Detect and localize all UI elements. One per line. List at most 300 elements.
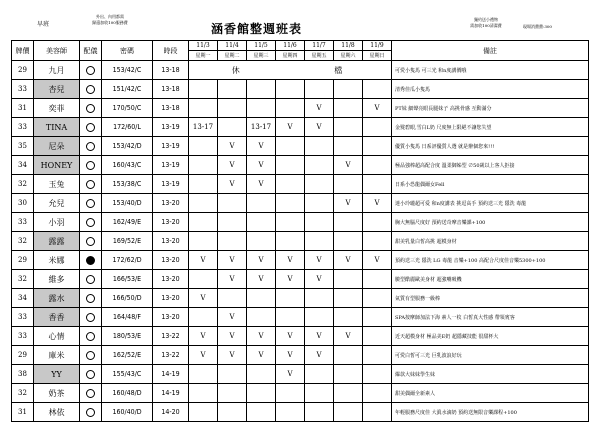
filled-circle-icon xyxy=(86,256,95,265)
time-cell: 13-20 xyxy=(153,308,189,327)
table-row xyxy=(12,194,589,213)
note-cell: 預約送三光 隱洗 LG 毒龍 音樂+100 高配合尺度佳音樂5300+100 xyxy=(392,251,589,270)
day-cell xyxy=(305,156,334,175)
header-row-dates xyxy=(12,41,589,51)
note-cell: 日系小恐龍偶爾女Fell xyxy=(392,175,589,194)
date-header: 11/9 xyxy=(363,41,392,51)
day-cell xyxy=(334,270,363,289)
badge-cell xyxy=(80,118,102,137)
day-cell: V xyxy=(363,99,392,118)
day-cell xyxy=(276,308,305,327)
day-cell xyxy=(305,384,334,403)
day-cell xyxy=(276,403,305,422)
day-cell xyxy=(305,175,334,194)
day-cell xyxy=(334,289,363,308)
left-note-line-2: 歸還加收100服務費 xyxy=(92,20,128,25)
day-cell xyxy=(334,118,363,137)
day-cell xyxy=(305,80,334,99)
day-cell xyxy=(363,175,392,194)
badge-cell xyxy=(80,403,102,422)
note-cell: 極品強棒超高配合度 溫柔御姊型 ∅50歲以上客人拒接 xyxy=(392,156,589,175)
price-cell: 35 xyxy=(12,137,34,156)
day-cell xyxy=(218,80,247,99)
badge-cell xyxy=(80,327,102,346)
day-cell xyxy=(334,137,363,156)
day-cell xyxy=(363,156,392,175)
day-cell: V xyxy=(334,251,363,270)
day-cell xyxy=(334,403,363,422)
note-cell: SPA按摩師加法下海 素人一枚 白皙真大性感 帶領賓客 xyxy=(392,308,589,327)
schedule-sheet xyxy=(11,6,588,422)
day-cell xyxy=(189,308,218,327)
name-cell: YY xyxy=(34,365,80,384)
day-cell: V xyxy=(305,346,334,365)
price-cell: 31 xyxy=(12,403,34,422)
day-cell: V xyxy=(363,194,392,213)
day-cell: V xyxy=(305,270,334,289)
name-cell: 杏兒 xyxy=(34,80,80,99)
badge-cell xyxy=(80,232,102,251)
name-cell: 米娜 xyxy=(34,251,80,270)
time-cell: 13-19 xyxy=(153,175,189,194)
day-cell xyxy=(334,213,363,232)
badge-cell xyxy=(80,61,102,80)
day-cell xyxy=(218,365,247,384)
day-cell: V xyxy=(276,118,305,137)
time-cell: 14-19 xyxy=(153,365,189,384)
code-cell: 170/50/C xyxy=(102,99,153,118)
day-cell xyxy=(276,194,305,213)
schedule-body xyxy=(12,61,589,422)
badge-cell xyxy=(80,80,102,99)
day-cell: V xyxy=(218,308,247,327)
day-cell xyxy=(247,194,276,213)
page-title: 涵香館整週班表 xyxy=(211,22,303,36)
circle-icon xyxy=(86,313,95,322)
day-cell: V xyxy=(218,251,247,270)
badge-cell xyxy=(80,99,102,118)
weekday-header: 星期五 xyxy=(305,51,334,61)
day-cell: V xyxy=(305,99,334,118)
day-cell xyxy=(247,403,276,422)
day-cell xyxy=(247,384,276,403)
price-cell: 33 xyxy=(12,327,34,346)
day-cell xyxy=(276,175,305,194)
badge-cell xyxy=(80,289,102,308)
day-cell xyxy=(305,365,334,384)
badge-cell xyxy=(80,213,102,232)
day-cell xyxy=(247,308,276,327)
table-row xyxy=(12,327,589,346)
code-cell: 169/52/E xyxy=(102,232,153,251)
time-cell: 13-22 xyxy=(153,327,189,346)
day-cell xyxy=(363,137,392,156)
note-cell: 金髮碧眼,雪白L奶 尺度無上限絕不讓您失望 xyxy=(392,118,589,137)
day-cell xyxy=(363,289,392,308)
name-cell: 小羽 xyxy=(34,213,80,232)
code-cell: 153/40/D xyxy=(102,194,153,213)
table-row xyxy=(12,80,589,99)
code-cell: 155/43/C xyxy=(102,365,153,384)
circle-icon xyxy=(86,104,95,113)
day-cell: V xyxy=(218,156,247,175)
name-cell: 林依 xyxy=(34,403,80,422)
day-cell xyxy=(189,156,218,175)
time-cell: 13-20 xyxy=(153,289,189,308)
price-cell: 33 xyxy=(12,213,34,232)
day-cell xyxy=(276,137,305,156)
day-cell xyxy=(305,213,334,232)
day-cell xyxy=(218,213,247,232)
time-cell: 13-18 xyxy=(153,80,189,99)
day-cell xyxy=(276,156,305,175)
right-note-line-2: 需加收100清潔費 xyxy=(470,23,502,28)
time-cell: 13-18 xyxy=(153,61,189,80)
table-row xyxy=(12,270,589,289)
day-cell xyxy=(247,213,276,232)
badge-cell xyxy=(80,308,102,327)
note-cell: 爆款大妹妹學生妹 xyxy=(392,365,589,384)
day-cell xyxy=(334,384,363,403)
price-cell: 34 xyxy=(12,156,34,175)
day-cell xyxy=(247,99,276,118)
code-cell: 172/62/D xyxy=(102,251,153,270)
day-cell xyxy=(363,80,392,99)
circle-icon xyxy=(86,275,95,284)
note-cell: 甜美偶爾全新素人 xyxy=(392,384,589,403)
name-cell: 維多 xyxy=(34,270,80,289)
table-row xyxy=(12,99,589,118)
table-row xyxy=(12,61,589,80)
day-cell xyxy=(189,232,218,251)
day-cell: V xyxy=(218,137,247,156)
name-cell: 玉兔 xyxy=(34,175,80,194)
day-cell xyxy=(334,346,363,365)
day-cell xyxy=(189,80,218,99)
price-cell: 34 xyxy=(12,289,34,308)
weekday-header: 星期四 xyxy=(276,51,305,61)
code-cell: 160/40/D xyxy=(102,403,153,422)
price-cell: 38 xyxy=(12,365,34,384)
day-cell xyxy=(305,403,334,422)
badge-cell xyxy=(80,137,102,156)
day-cell xyxy=(334,308,363,327)
price-cell: 33 xyxy=(12,308,34,327)
day-cell: V xyxy=(305,118,334,137)
day-cell: V xyxy=(247,327,276,346)
price-cell: 30 xyxy=(12,194,34,213)
date-header: 11/5 xyxy=(247,41,276,51)
price-cell: 33 xyxy=(12,118,34,137)
circle-icon xyxy=(86,199,95,208)
badge-cell xyxy=(80,156,102,175)
day-cell xyxy=(363,403,392,422)
day-cell xyxy=(305,289,334,308)
price-cell: 32 xyxy=(12,232,34,251)
note-cell: 清秀佳瓜小隻馬 xyxy=(392,80,589,99)
table-row xyxy=(12,137,589,156)
day-cell xyxy=(218,194,247,213)
price-cell: 29 xyxy=(12,61,34,80)
day-cell: V xyxy=(276,365,305,384)
note-cell: 近天超模身材 極品美E奶 超隱藏技能 很甜杯大 xyxy=(392,327,589,346)
day-cell: V xyxy=(189,327,218,346)
day-cell xyxy=(363,346,392,365)
name-cell: 奕菲 xyxy=(34,99,80,118)
circle-icon xyxy=(86,123,95,132)
circle-icon xyxy=(86,237,95,246)
circle-icon xyxy=(86,218,95,227)
day-cell xyxy=(189,137,218,156)
day-cell xyxy=(363,270,392,289)
note-cell: 年輕服務尺度佳 大眞水滴奶 預約送無限音樂課程+100 xyxy=(392,403,589,422)
note-cell: 胸大無腦尺度好 預約送奇摩音樂課+100 xyxy=(392,213,589,232)
table-row xyxy=(12,403,589,422)
col-price-header: 牌價 xyxy=(12,41,34,61)
code-cell: 160/43/C xyxy=(102,156,153,175)
day-cell xyxy=(189,365,218,384)
day-cell: V xyxy=(334,194,363,213)
day-cell xyxy=(363,308,392,327)
badge-cell xyxy=(80,251,102,270)
schedule-table xyxy=(11,40,589,422)
price-cell: 32 xyxy=(12,175,34,194)
day-cell xyxy=(247,232,276,251)
day-cell xyxy=(305,137,334,156)
day-cell: V xyxy=(363,251,392,270)
time-cell: 13-19 xyxy=(153,137,189,156)
circle-icon xyxy=(86,389,95,398)
price-cell: 29 xyxy=(12,346,34,365)
time-cell: 13-20 xyxy=(153,213,189,232)
day-cell xyxy=(247,365,276,384)
code-cell: 164/48/F xyxy=(102,308,153,327)
price-cell: 32 xyxy=(12,384,34,403)
left-note xyxy=(75,14,145,26)
day-cell xyxy=(189,403,218,422)
code-cell: 166/50/D xyxy=(102,289,153,308)
day-cell: 13-17 xyxy=(247,118,276,137)
badge-cell xyxy=(80,346,102,365)
day-cell: V xyxy=(218,270,247,289)
day-cell xyxy=(276,384,305,403)
day-cell: 13-17 xyxy=(189,118,218,137)
name-cell: 尼朵 xyxy=(34,137,80,156)
table-row xyxy=(12,118,589,137)
name-cell: 香香 xyxy=(34,308,80,327)
day-cell xyxy=(247,80,276,99)
day-cell xyxy=(247,289,276,308)
day-cell: V xyxy=(218,346,247,365)
price-cell: 32 xyxy=(12,270,34,289)
day-cell xyxy=(363,118,392,137)
code-cell: 160/48/D xyxy=(102,384,153,403)
name-cell: HONEY xyxy=(34,156,80,175)
day-cell: V xyxy=(247,251,276,270)
day-cell xyxy=(189,194,218,213)
day-cell xyxy=(334,365,363,384)
day-cell: V xyxy=(334,156,363,175)
name-cell: 露露 xyxy=(34,232,80,251)
rest-cell: 休 檔 xyxy=(189,61,392,80)
code-cell: 153/42/C xyxy=(102,61,153,80)
name-cell: TINA xyxy=(34,118,80,137)
table-row xyxy=(12,232,589,251)
day-cell xyxy=(363,232,392,251)
day-cell: V xyxy=(276,346,305,365)
code-cell: 166/53/E xyxy=(102,270,153,289)
table-row xyxy=(12,251,589,270)
circle-icon xyxy=(86,351,95,360)
table-row xyxy=(12,156,589,175)
time-cell: 13-19 xyxy=(153,156,189,175)
day-cell xyxy=(218,289,247,308)
time-cell: 13-19 xyxy=(153,118,189,137)
col-time-header: 時段 xyxy=(153,41,189,61)
circle-icon xyxy=(86,370,95,379)
circle-icon xyxy=(86,66,95,75)
table-row xyxy=(12,308,589,327)
name-cell: 允兒 xyxy=(34,194,80,213)
day-cell xyxy=(218,232,247,251)
price-cell: 29 xyxy=(12,251,34,270)
day-cell xyxy=(189,270,218,289)
note-cell: 氣質有型服務一級棒 xyxy=(392,289,589,308)
day-cell xyxy=(334,175,363,194)
day-cell xyxy=(189,99,218,118)
note-cell: 迷小玲瓏超可爱 和n度講表 挑逗高手 預約送三光 隱洗 毒龍 xyxy=(392,194,589,213)
price-cell: 33 xyxy=(12,80,34,99)
circle-icon xyxy=(86,161,95,170)
day-cell xyxy=(305,194,334,213)
note-cell: 優質小隻馬 日系評優質人選 就是辦個您來!!! xyxy=(392,137,589,156)
day-cell xyxy=(276,232,305,251)
time-cell: 13-20 xyxy=(153,251,189,270)
code-cell: 162/52/E xyxy=(102,346,153,365)
day-cell: V xyxy=(247,270,276,289)
weekday-header: 星期六 xyxy=(334,51,363,61)
price-cell: 31 xyxy=(12,99,34,118)
day-cell xyxy=(276,289,305,308)
circle-icon xyxy=(86,408,95,417)
time-cell: 13-20 xyxy=(153,194,189,213)
code-cell: 172/60/L xyxy=(102,118,153,137)
day-cell xyxy=(334,232,363,251)
code-cell: 180/53/E xyxy=(102,327,153,346)
badge-cell xyxy=(80,175,102,194)
name-cell: 奶茶 xyxy=(34,384,80,403)
table-row xyxy=(12,384,589,403)
circle-icon xyxy=(86,294,95,303)
table-row xyxy=(12,213,589,232)
date-header: 11/4 xyxy=(218,41,247,51)
col-note-header: 備註 xyxy=(392,41,589,61)
badge-cell xyxy=(80,384,102,403)
day-cell xyxy=(218,118,247,137)
note-cell: PT妹 細聲亮眼長腿妹子 高挑骨感 互動滿分 xyxy=(392,99,589,118)
time-cell: 13-20 xyxy=(153,270,189,289)
left-note-line-1: 外出、內用都需 xyxy=(96,14,124,19)
time-cell: 13-22 xyxy=(153,346,189,365)
day-cell: V xyxy=(247,346,276,365)
day-cell: V xyxy=(218,327,247,346)
day-cell xyxy=(305,232,334,251)
day-cell xyxy=(189,213,218,232)
name-cell: 露水 xyxy=(34,289,80,308)
sheet-header xyxy=(11,6,588,40)
day-cell xyxy=(218,403,247,422)
date-header: 11/8 xyxy=(334,41,363,51)
day-cell: V xyxy=(276,327,305,346)
date-header: 11/3 xyxy=(189,41,218,51)
day-cell: V xyxy=(305,251,334,270)
right-note-line-1: 獨約送小禮物 xyxy=(474,17,498,22)
name-cell: 九月 xyxy=(34,61,80,80)
weekday-header: 星期三 xyxy=(247,51,276,61)
col-code-header: 密碼 xyxy=(102,41,153,61)
day-cell: V xyxy=(247,137,276,156)
table-row xyxy=(12,289,589,308)
circle-icon xyxy=(86,180,95,189)
badge-cell xyxy=(80,270,102,289)
day-cell xyxy=(363,327,392,346)
day-cell xyxy=(334,99,363,118)
day-cell: V xyxy=(218,175,247,194)
weekday-header: 星期二 xyxy=(218,51,247,61)
day-cell xyxy=(276,213,305,232)
weekday-header: 星期一 xyxy=(189,51,218,61)
day-cell xyxy=(189,384,218,403)
day-cell: V xyxy=(247,175,276,194)
day-cell xyxy=(363,213,392,232)
badge-cell xyxy=(80,365,102,384)
right-note xyxy=(451,17,521,29)
day-cell xyxy=(363,384,392,403)
day-cell xyxy=(276,80,305,99)
day-cell xyxy=(276,99,305,118)
name-cell: 心情 xyxy=(34,327,80,346)
table-row xyxy=(12,175,589,194)
time-cell: 13-20 xyxy=(153,232,189,251)
note-cell: 臉型酷麗歐美身材 超強嘴吸機 xyxy=(392,270,589,289)
day-cell: V xyxy=(334,327,363,346)
table-row xyxy=(12,346,589,365)
table-row xyxy=(12,365,589,384)
day-cell xyxy=(305,308,334,327)
onsite-fee-note: 現場消費費:300 xyxy=(523,24,552,29)
code-cell: 162/49/E xyxy=(102,213,153,232)
day-cell: V xyxy=(247,156,276,175)
circle-icon xyxy=(86,332,95,341)
shift-label: 早班 xyxy=(37,21,50,28)
note-cell: 可愛白皙可三光 巨乳波浪好玩 xyxy=(392,346,589,365)
weekday-header: 星期日 xyxy=(363,51,392,61)
badge-cell xyxy=(80,194,102,213)
circle-icon xyxy=(86,142,95,151)
time-cell: 14-19 xyxy=(153,384,189,403)
day-cell xyxy=(218,384,247,403)
code-cell: 153/42/D xyxy=(102,137,153,156)
day-cell xyxy=(218,99,247,118)
day-cell: V xyxy=(276,251,305,270)
day-cell xyxy=(334,80,363,99)
date-header: 11/7 xyxy=(305,41,334,51)
day-cell: V xyxy=(276,270,305,289)
date-header: 11/6 xyxy=(276,41,305,51)
day-cell: V xyxy=(189,346,218,365)
name-cell: 庫米 xyxy=(34,346,80,365)
note-cell: 可愛小隻馬 可三光 和n度講價哦 xyxy=(392,61,589,80)
